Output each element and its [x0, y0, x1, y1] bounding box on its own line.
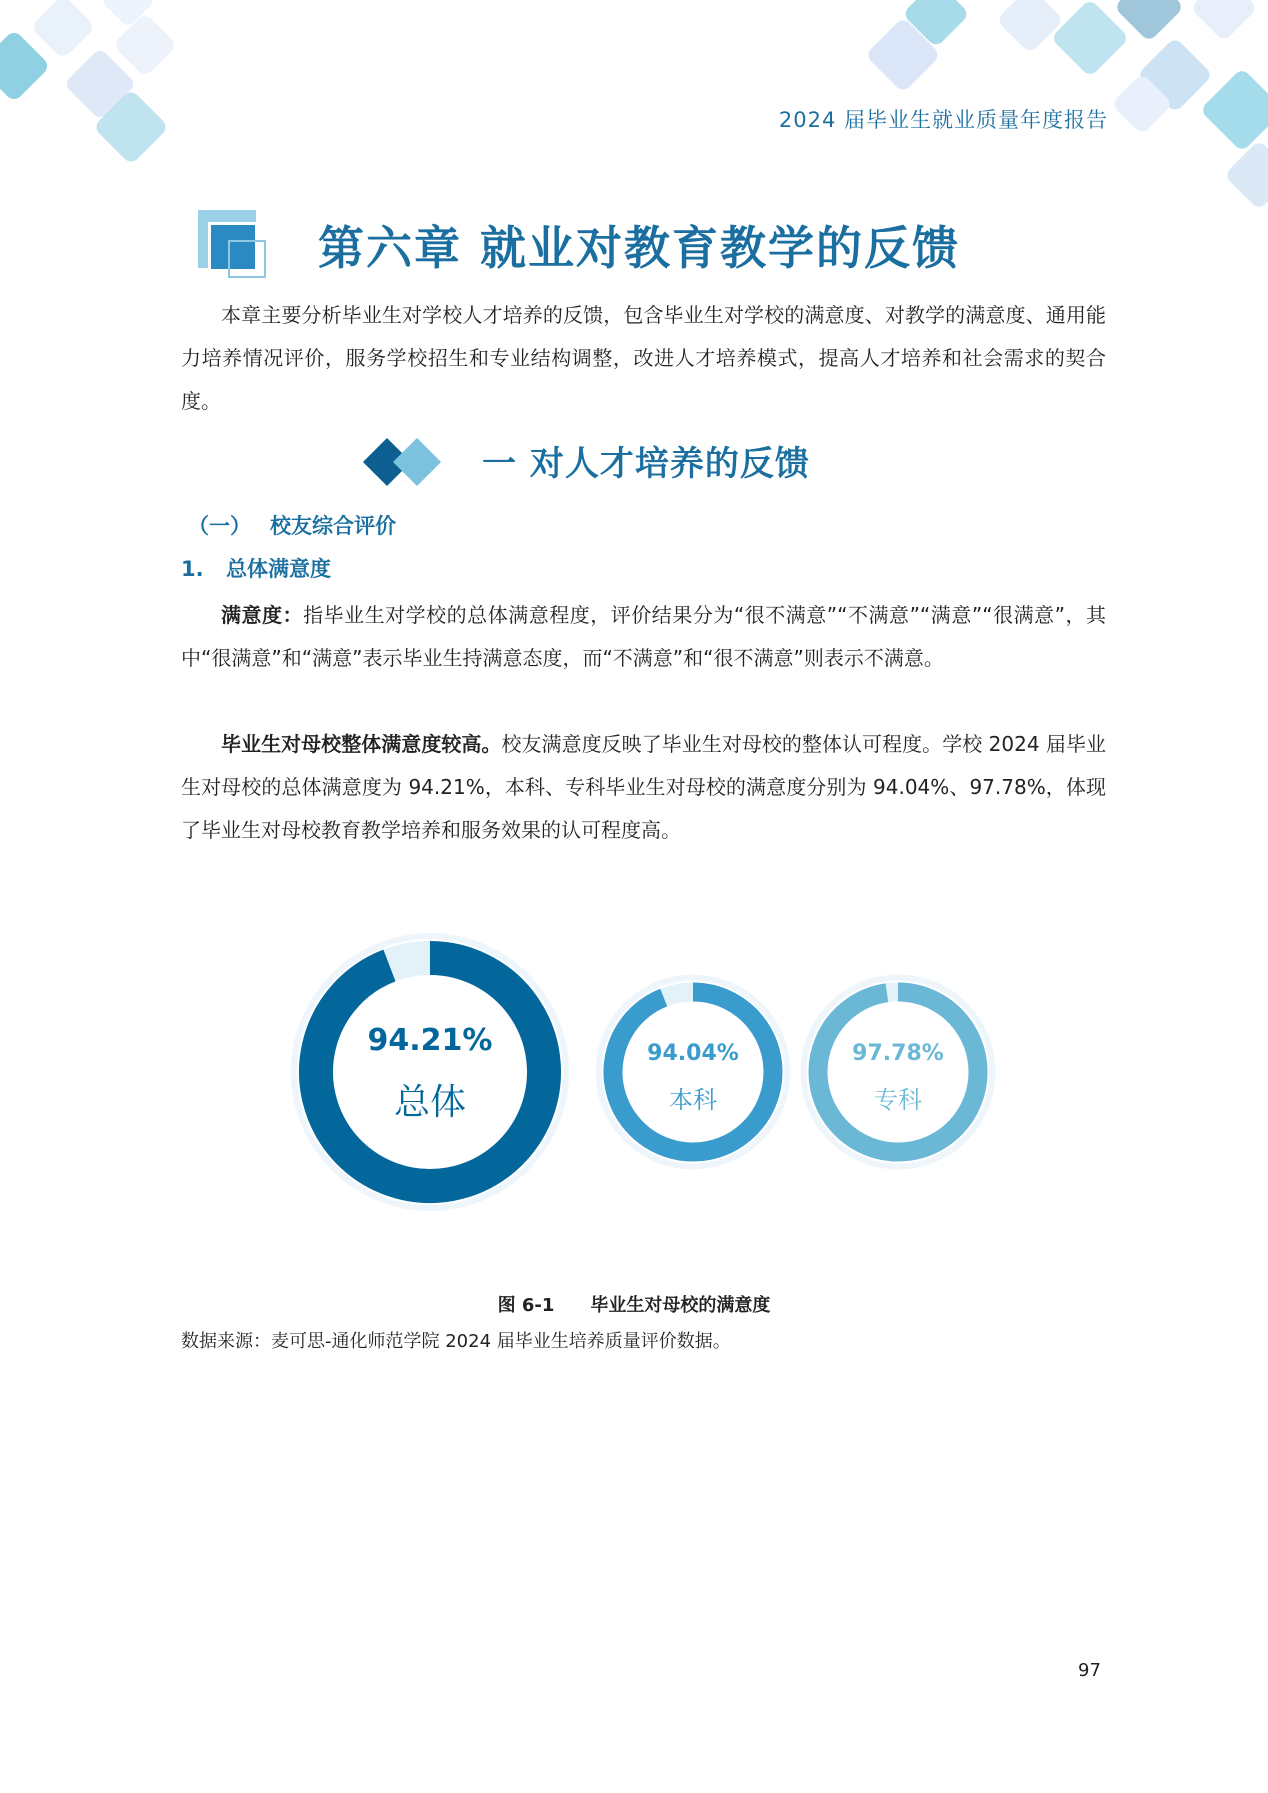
chapter-title: 第六章 就业对教育教学的反馈 [318, 221, 961, 275]
donut-halo [294, 936, 566, 1208]
diamond-icon-light [393, 438, 441, 486]
page-number: 97 [1078, 1660, 1101, 1681]
donut-category-label: 总体 [393, 1082, 467, 1123]
donut-2 [599, 978, 788, 1167]
data-source-note: 数据来源：麦可思-通化师范学院 2024 届毕业生培养质量评价数据。 [181, 1331, 731, 1352]
donut-1 [294, 936, 566, 1208]
donut-halo [804, 978, 993, 1167]
subsection-number: （一） [188, 514, 251, 538]
running-header: 2024 届毕业生就业质量年度报告 [778, 108, 1108, 132]
chapter-square-icon-outline [228, 240, 266, 278]
donut-value-arc [613, 992, 773, 1152]
donut-value-label: 94.21% [367, 1023, 493, 1058]
intro-paragraph: 本章主要分析毕业生对学校人才培养的反馈，包含毕业生对学校的满意度、对教学的满意度、通用能力培养情况评价，服务学校招生和专业结构调整，改进人才培养模式，提高人才培养和社会需求的契合度。 [181, 303, 1106, 413]
result-text: 校友满意度反映了毕业生对母校的整体认可程度。学校 2024 届毕业生对母校的总体满意度为 94.21%，本科、专科毕业生对母校的满意度分别为 94.04%、97.78%，体现了毕业生对母校教育教学培养和服务效果的认可程度高。 [181, 732, 1106, 842]
chapter-heading [198, 210, 1098, 285]
figure-caption [0, 1291, 1268, 1317]
donut-svg [0, 900, 1268, 1240]
section-title: 一 对人才培养的反馈 [482, 444, 810, 484]
donut-value-arc [316, 958, 544, 1186]
donut-value-label: 94.04% [647, 1041, 739, 1066]
figure-number: 图 6-1 [497, 1295, 555, 1316]
definition-text: 指毕业生对学校的总体满意程度，评价结果分为“很不满意”“不满意”“满意”“很满意”，其中“很满意”和“满意”表示毕业生持满意态度，而“不满意”和“很不满意”则表示不满意。 [181, 603, 1107, 670]
result-lead: 毕业生对母校整体满意度较高。 [221, 732, 502, 756]
result-paragraph [181, 723, 1106, 852]
donut-value-label: 97.78% [852, 1041, 944, 1066]
donut-value-arc [818, 992, 978, 1152]
definition-paragraph [181, 594, 1106, 680]
subsubsection-heading [181, 553, 331, 583]
definition-lead: 满意度： [221, 603, 304, 627]
subsection-title: 校友综合评价 [270, 514, 396, 538]
donut-3 [804, 978, 993, 1167]
section-heading [360, 432, 960, 492]
subsection-heading [188, 510, 396, 540]
subsubsection-title: 总体满意度 [226, 557, 331, 581]
donut-halo [599, 978, 788, 1167]
satisfaction-donut-chart [0, 900, 1268, 1240]
figure-title: 毕业生对母校的满意度 [590, 1295, 771, 1316]
subsubsection-number: 1. [181, 557, 204, 581]
donut-category-label: 专科 [874, 1086, 922, 1114]
donut-category-label: 本科 [669, 1086, 717, 1114]
